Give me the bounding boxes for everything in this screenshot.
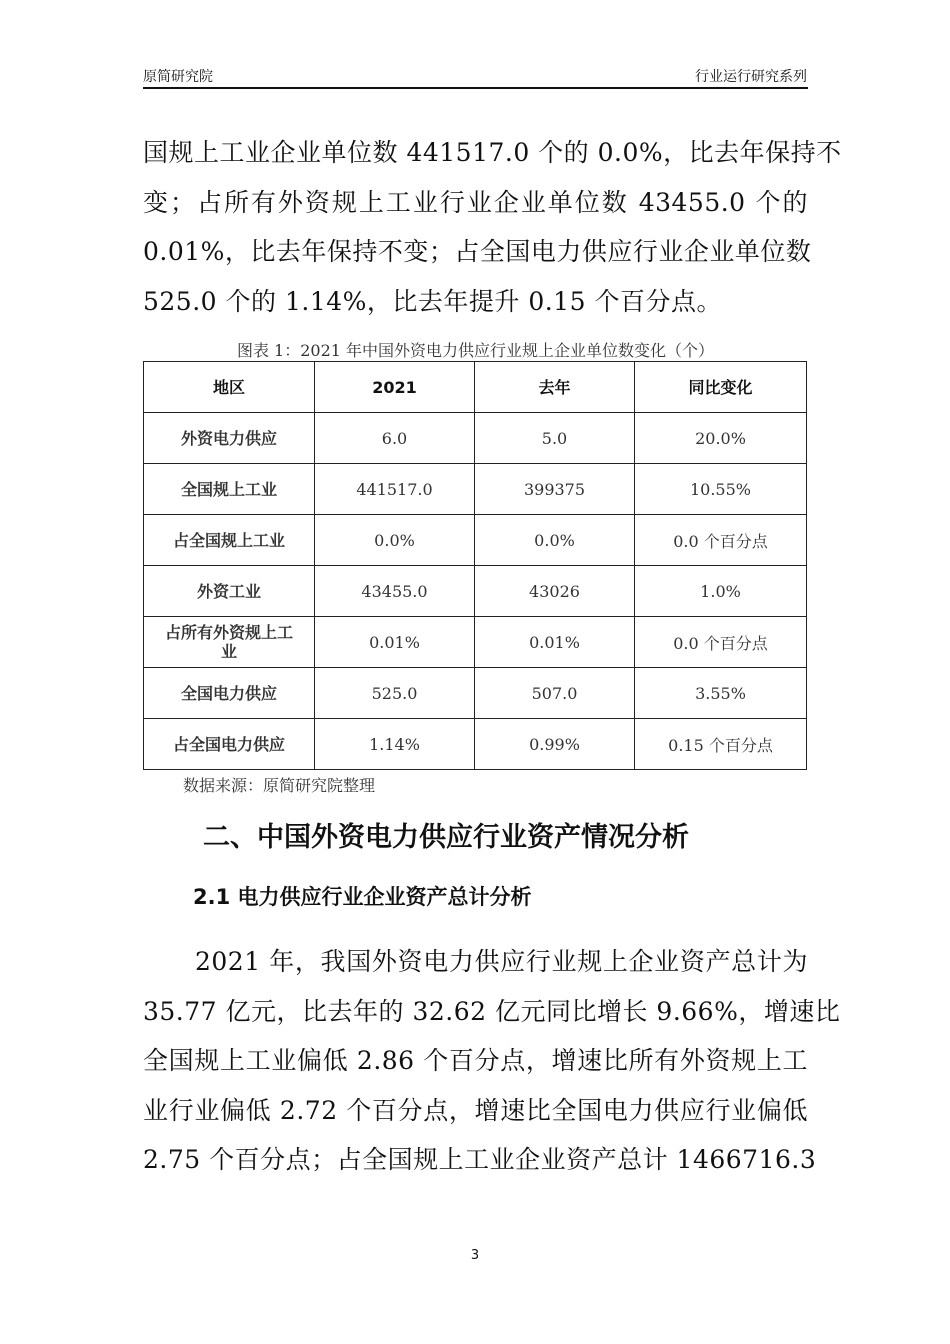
table-cell: 0.0 个百分点 bbox=[635, 515, 807, 566]
row-label: 外资工业 bbox=[144, 566, 315, 617]
column-header-yoy-change: 同比变化 bbox=[635, 362, 807, 413]
table-cell: 20.0% bbox=[635, 413, 807, 464]
text-line: 2.75 个百分点；占全国规上工业企业资产总计 1466716.3 bbox=[143, 1145, 817, 1174]
table-cell: 0.15 个百分点 bbox=[635, 719, 807, 770]
table-row bbox=[144, 566, 807, 617]
row-label: 全国规上工业 bbox=[144, 464, 315, 515]
text-line: 国规上工业企业单位数 441517.0 个的 0.0%，比去年保持不 bbox=[143, 138, 842, 167]
table-row bbox=[144, 719, 807, 770]
table-cell: 43026 bbox=[475, 566, 635, 617]
unit-count-table bbox=[143, 361, 807, 770]
column-header-2021: 2021 bbox=[315, 362, 475, 413]
table-cell: 1.0% bbox=[635, 566, 807, 617]
paragraph-assets bbox=[143, 937, 841, 1185]
table-cell: 10.55% bbox=[635, 464, 807, 515]
text-line: 业行业偏低 2.72 个百分点，增速比全国电力供应行业偏低 bbox=[143, 1095, 808, 1125]
section-heading: 二、中国外资电力供应行业资产情况分析 bbox=[203, 822, 689, 853]
text-line: 全国规上工业偏低 2.86 个百分点，增速比所有外资规上工 bbox=[143, 1046, 808, 1075]
table-row bbox=[144, 515, 807, 566]
header-org-name: 原简研究院 bbox=[143, 69, 213, 85]
table-cell: 0.0% bbox=[475, 515, 635, 566]
table-cell: 6.0 bbox=[315, 413, 475, 464]
table-cell: 507.0 bbox=[475, 668, 635, 719]
table-cell: 0.01% bbox=[475, 617, 635, 668]
column-header-region: 地区 bbox=[144, 362, 315, 413]
table-cell: 43455.0 bbox=[315, 566, 475, 617]
text-line: 35.77 亿元，比去年的 32.62 亿元同比增长 9.66%，增速比 bbox=[143, 996, 841, 1026]
table-cell: 0.0% bbox=[315, 515, 475, 566]
table-row bbox=[144, 668, 807, 719]
table-cell: 0.0 个百分点 bbox=[635, 617, 807, 668]
table-caption: 图表 1：2021 年中国外资电力供应行业规上企业单位数变化（个） bbox=[236, 341, 715, 360]
table-row bbox=[144, 617, 807, 668]
table-cell: 0.01% bbox=[315, 617, 475, 668]
table-source: 数据来源：原简研究院整理 bbox=[183, 776, 376, 795]
header-divider bbox=[143, 87, 808, 89]
page-number: 3 bbox=[470, 1248, 480, 1263]
table-row bbox=[144, 464, 807, 515]
subsection-heading: 2.1 电力供应行业企业资产总计分析 bbox=[193, 885, 532, 909]
table-header-row bbox=[144, 362, 807, 413]
table-cell: 0.99% bbox=[475, 719, 635, 770]
table-cell: 3.55% bbox=[635, 668, 807, 719]
text-line: 变；占所有外资规上工业行业企业单位数 43455.0 个的 bbox=[143, 187, 808, 217]
text-line: 0.01%，比去年保持不变；占全国电力供应行业企业单位数 bbox=[143, 237, 812, 266]
row-label: 占所有外资规上工业 bbox=[144, 617, 315, 668]
text-line: 2021 年，我国外资电力供应行业规上企业资产总计为 bbox=[195, 947, 808, 976]
row-label: 全国电力供应 bbox=[144, 668, 315, 719]
table-row bbox=[144, 413, 807, 464]
table-cell: 441517.0 bbox=[315, 464, 475, 515]
paragraph-unit-count bbox=[143, 128, 842, 326]
text-line: 525.0 个的 1.14%，比去年提升 0.15 个百分点。 bbox=[143, 286, 722, 316]
row-label: 外资电力供应 bbox=[144, 413, 315, 464]
row-label: 占全国电力供应 bbox=[144, 719, 315, 770]
table-cell: 1.14% bbox=[315, 719, 475, 770]
table-cell: 5.0 bbox=[475, 413, 635, 464]
header-series-title: 行业运行研究系列 bbox=[695, 69, 807, 85]
row-label: 占全国规上工业 bbox=[144, 515, 315, 566]
table-cell: 525.0 bbox=[315, 668, 475, 719]
column-header-last-year: 去年 bbox=[475, 362, 635, 413]
table-cell: 399375 bbox=[475, 464, 635, 515]
